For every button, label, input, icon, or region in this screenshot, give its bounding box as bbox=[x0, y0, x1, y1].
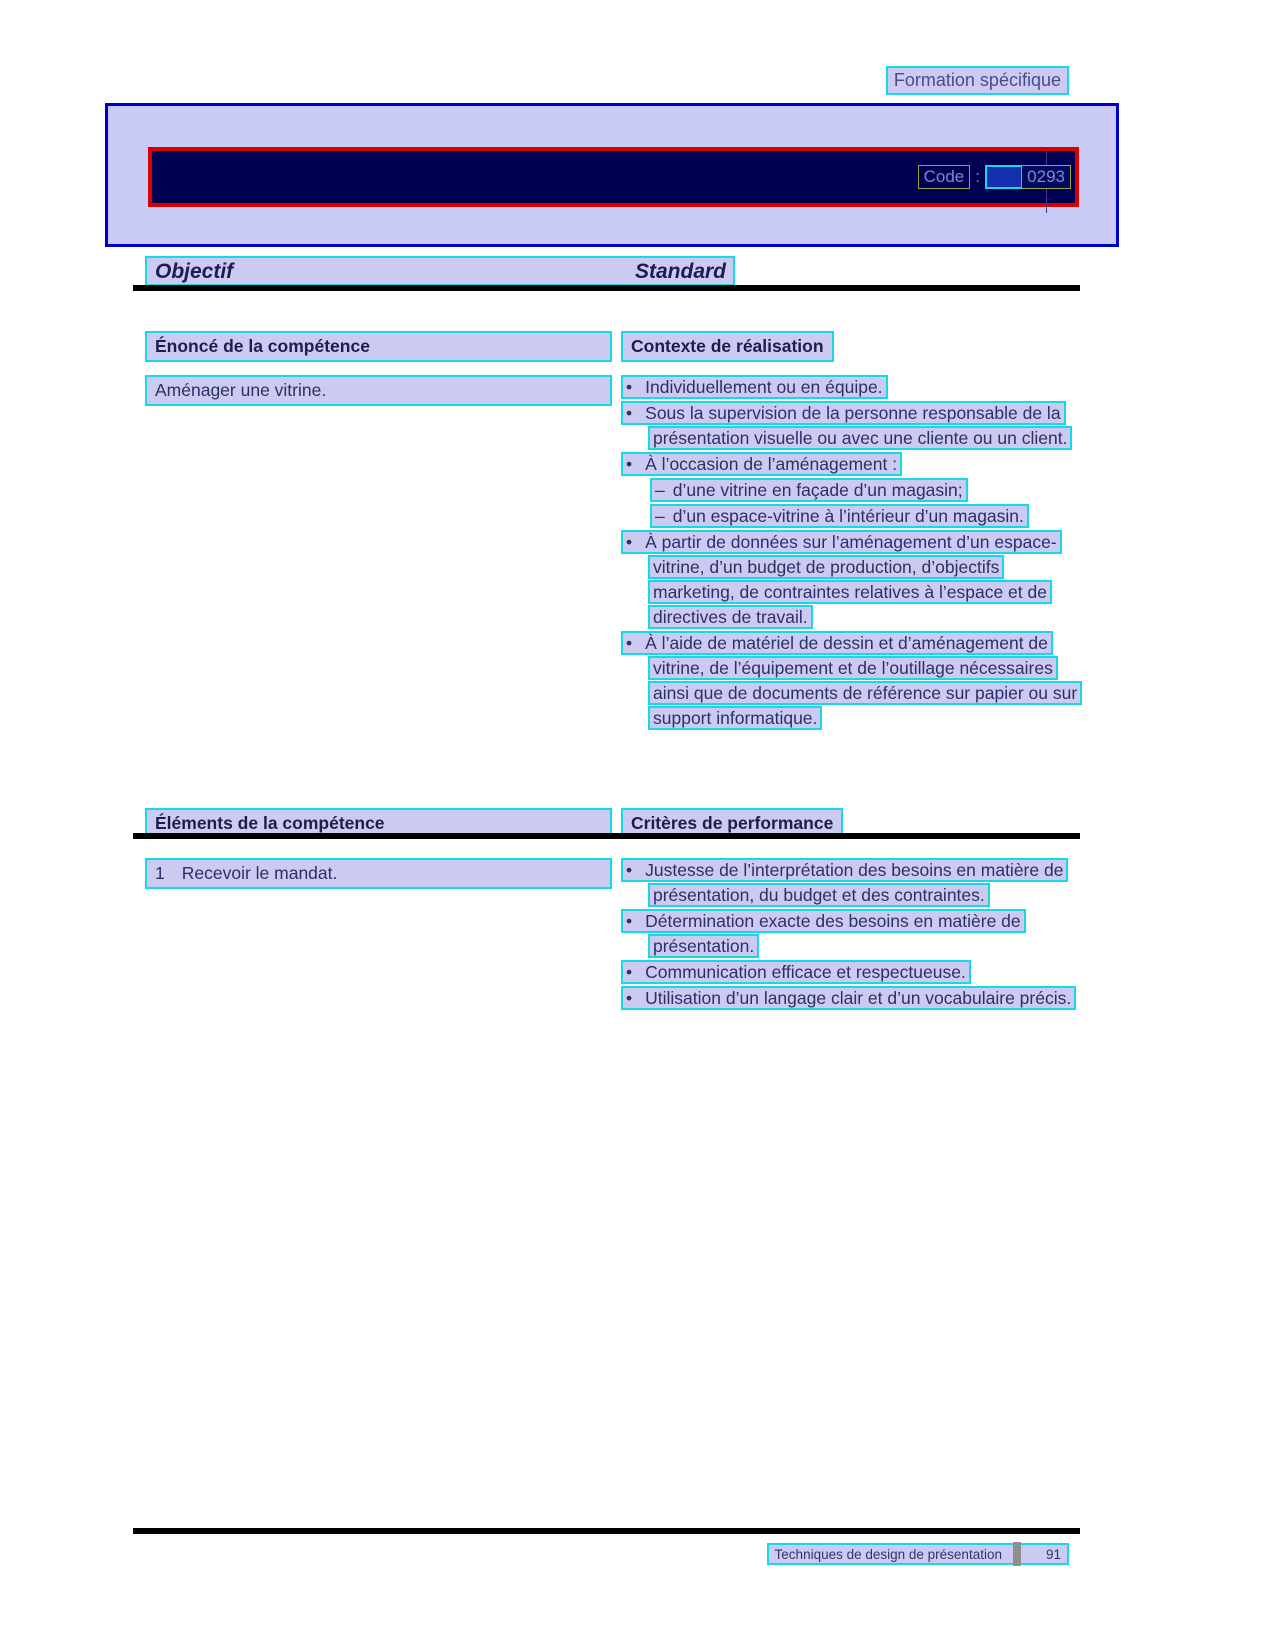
contexte-bullet-list bbox=[621, 375, 1078, 732]
bullet-text: d’une vitrine en façade d’un magasin; bbox=[672, 480, 963, 500]
bullet-marker: • bbox=[626, 911, 633, 931]
code-label: Code bbox=[918, 165, 971, 189]
list-item bbox=[621, 631, 1078, 731]
bullet-text: Détermination exacte des besoins en matière de présentation. bbox=[645, 911, 1021, 956]
bullet-marker: • bbox=[626, 377, 633, 397]
formation-specifique-label: Formation spécifique bbox=[886, 66, 1069, 95]
list-item bbox=[621, 858, 1078, 908]
code-value: 0293 bbox=[1021, 165, 1071, 189]
bullet-text: À l’aide de matériel de dessin et d’aménagement de vitrine, de l’équipement et de l’outillage nécessaires ainsi que de documents de référence sur papier ou sur support informatique. bbox=[645, 633, 1078, 728]
standard-heading: Standard bbox=[635, 260, 727, 283]
horizontal-rule bbox=[133, 285, 1080, 291]
competence-statement: Aménager une vitrine. bbox=[145, 375, 612, 406]
bullet-marker: • bbox=[626, 988, 633, 1008]
list-item bbox=[621, 401, 1078, 451]
list-item bbox=[621, 375, 1078, 400]
bullet-text: Justesse de l’interprétation des besoins en matière de présentation, du budget et des contraintes. bbox=[645, 860, 1064, 905]
list-subitem bbox=[650, 504, 1078, 529]
dash-marker: – bbox=[655, 506, 665, 526]
bullet-text: Sous la supervision de la personne responsable de la présentation visuelle ou avec une cliente ou un client. bbox=[645, 403, 1068, 448]
element-number: 1 bbox=[155, 863, 165, 883]
elements-competence-header: Éléments de la compétence bbox=[145, 808, 612, 839]
bullet-marker: • bbox=[626, 962, 633, 982]
bullet-marker: • bbox=[626, 403, 633, 423]
bullet-marker: • bbox=[626, 633, 633, 653]
bullet-marker: • bbox=[626, 454, 633, 474]
bullet-text: Utilisation d’un langage clair et d’un vocabulaire précis. bbox=[645, 988, 1072, 1008]
horizontal-rule bbox=[133, 833, 1080, 839]
bullet-text: Individuellement ou en équipe. bbox=[645, 377, 883, 397]
list-item bbox=[621, 986, 1078, 1011]
bullet-marker: • bbox=[626, 860, 633, 880]
footer-separator-bar bbox=[1013, 1542, 1021, 1566]
bullet-text: À l’occasion de l’aménagement : bbox=[645, 454, 898, 474]
criteres-bullet-list bbox=[621, 858, 1078, 1012]
objectif-standard-band bbox=[145, 256, 735, 286]
title-banner-inner bbox=[148, 147, 1079, 207]
dash-marker: – bbox=[655, 480, 665, 500]
footer bbox=[767, 1543, 1069, 1565]
bullet-text: À partir de données sur l’aménagement d’un espace-vitrine, d’un budget de production, d’objectifs marketing, de contraintes relatives à l’espace et de directives de travail. bbox=[645, 532, 1057, 627]
list-subitem bbox=[650, 478, 1078, 503]
list-item bbox=[621, 960, 1078, 985]
title-banner-box bbox=[105, 103, 1119, 247]
objectif-heading: Objectif bbox=[155, 260, 234, 283]
list-item bbox=[621, 909, 1078, 959]
footer-rule bbox=[133, 1528, 1080, 1534]
bullet-text: d’un espace-vitrine à l’intérieur d’un magasin. bbox=[672, 506, 1024, 526]
code-area bbox=[918, 151, 1071, 203]
bullet-marker: • bbox=[626, 532, 633, 552]
code-field bbox=[985, 165, 1071, 189]
element-text: Recevoir le mandat. bbox=[181, 863, 338, 883]
footer-doc-title: Techniques de design de présentation bbox=[774, 1546, 1002, 1562]
bullet-text: Communication efficace et respectueuse. bbox=[645, 962, 966, 982]
criteres-performance-header: Critères de performance bbox=[621, 808, 843, 839]
enonce-competence-header: Énoncé de la compétence bbox=[145, 331, 612, 362]
list-item bbox=[621, 530, 1078, 630]
code-colon: : bbox=[975, 167, 980, 186]
contexte-realisation-header: Contexte de réalisation bbox=[621, 331, 834, 362]
footer-page-number: 91 bbox=[1045, 1546, 1061, 1562]
element-item bbox=[145, 858, 612, 889]
list-item bbox=[621, 452, 1078, 477]
